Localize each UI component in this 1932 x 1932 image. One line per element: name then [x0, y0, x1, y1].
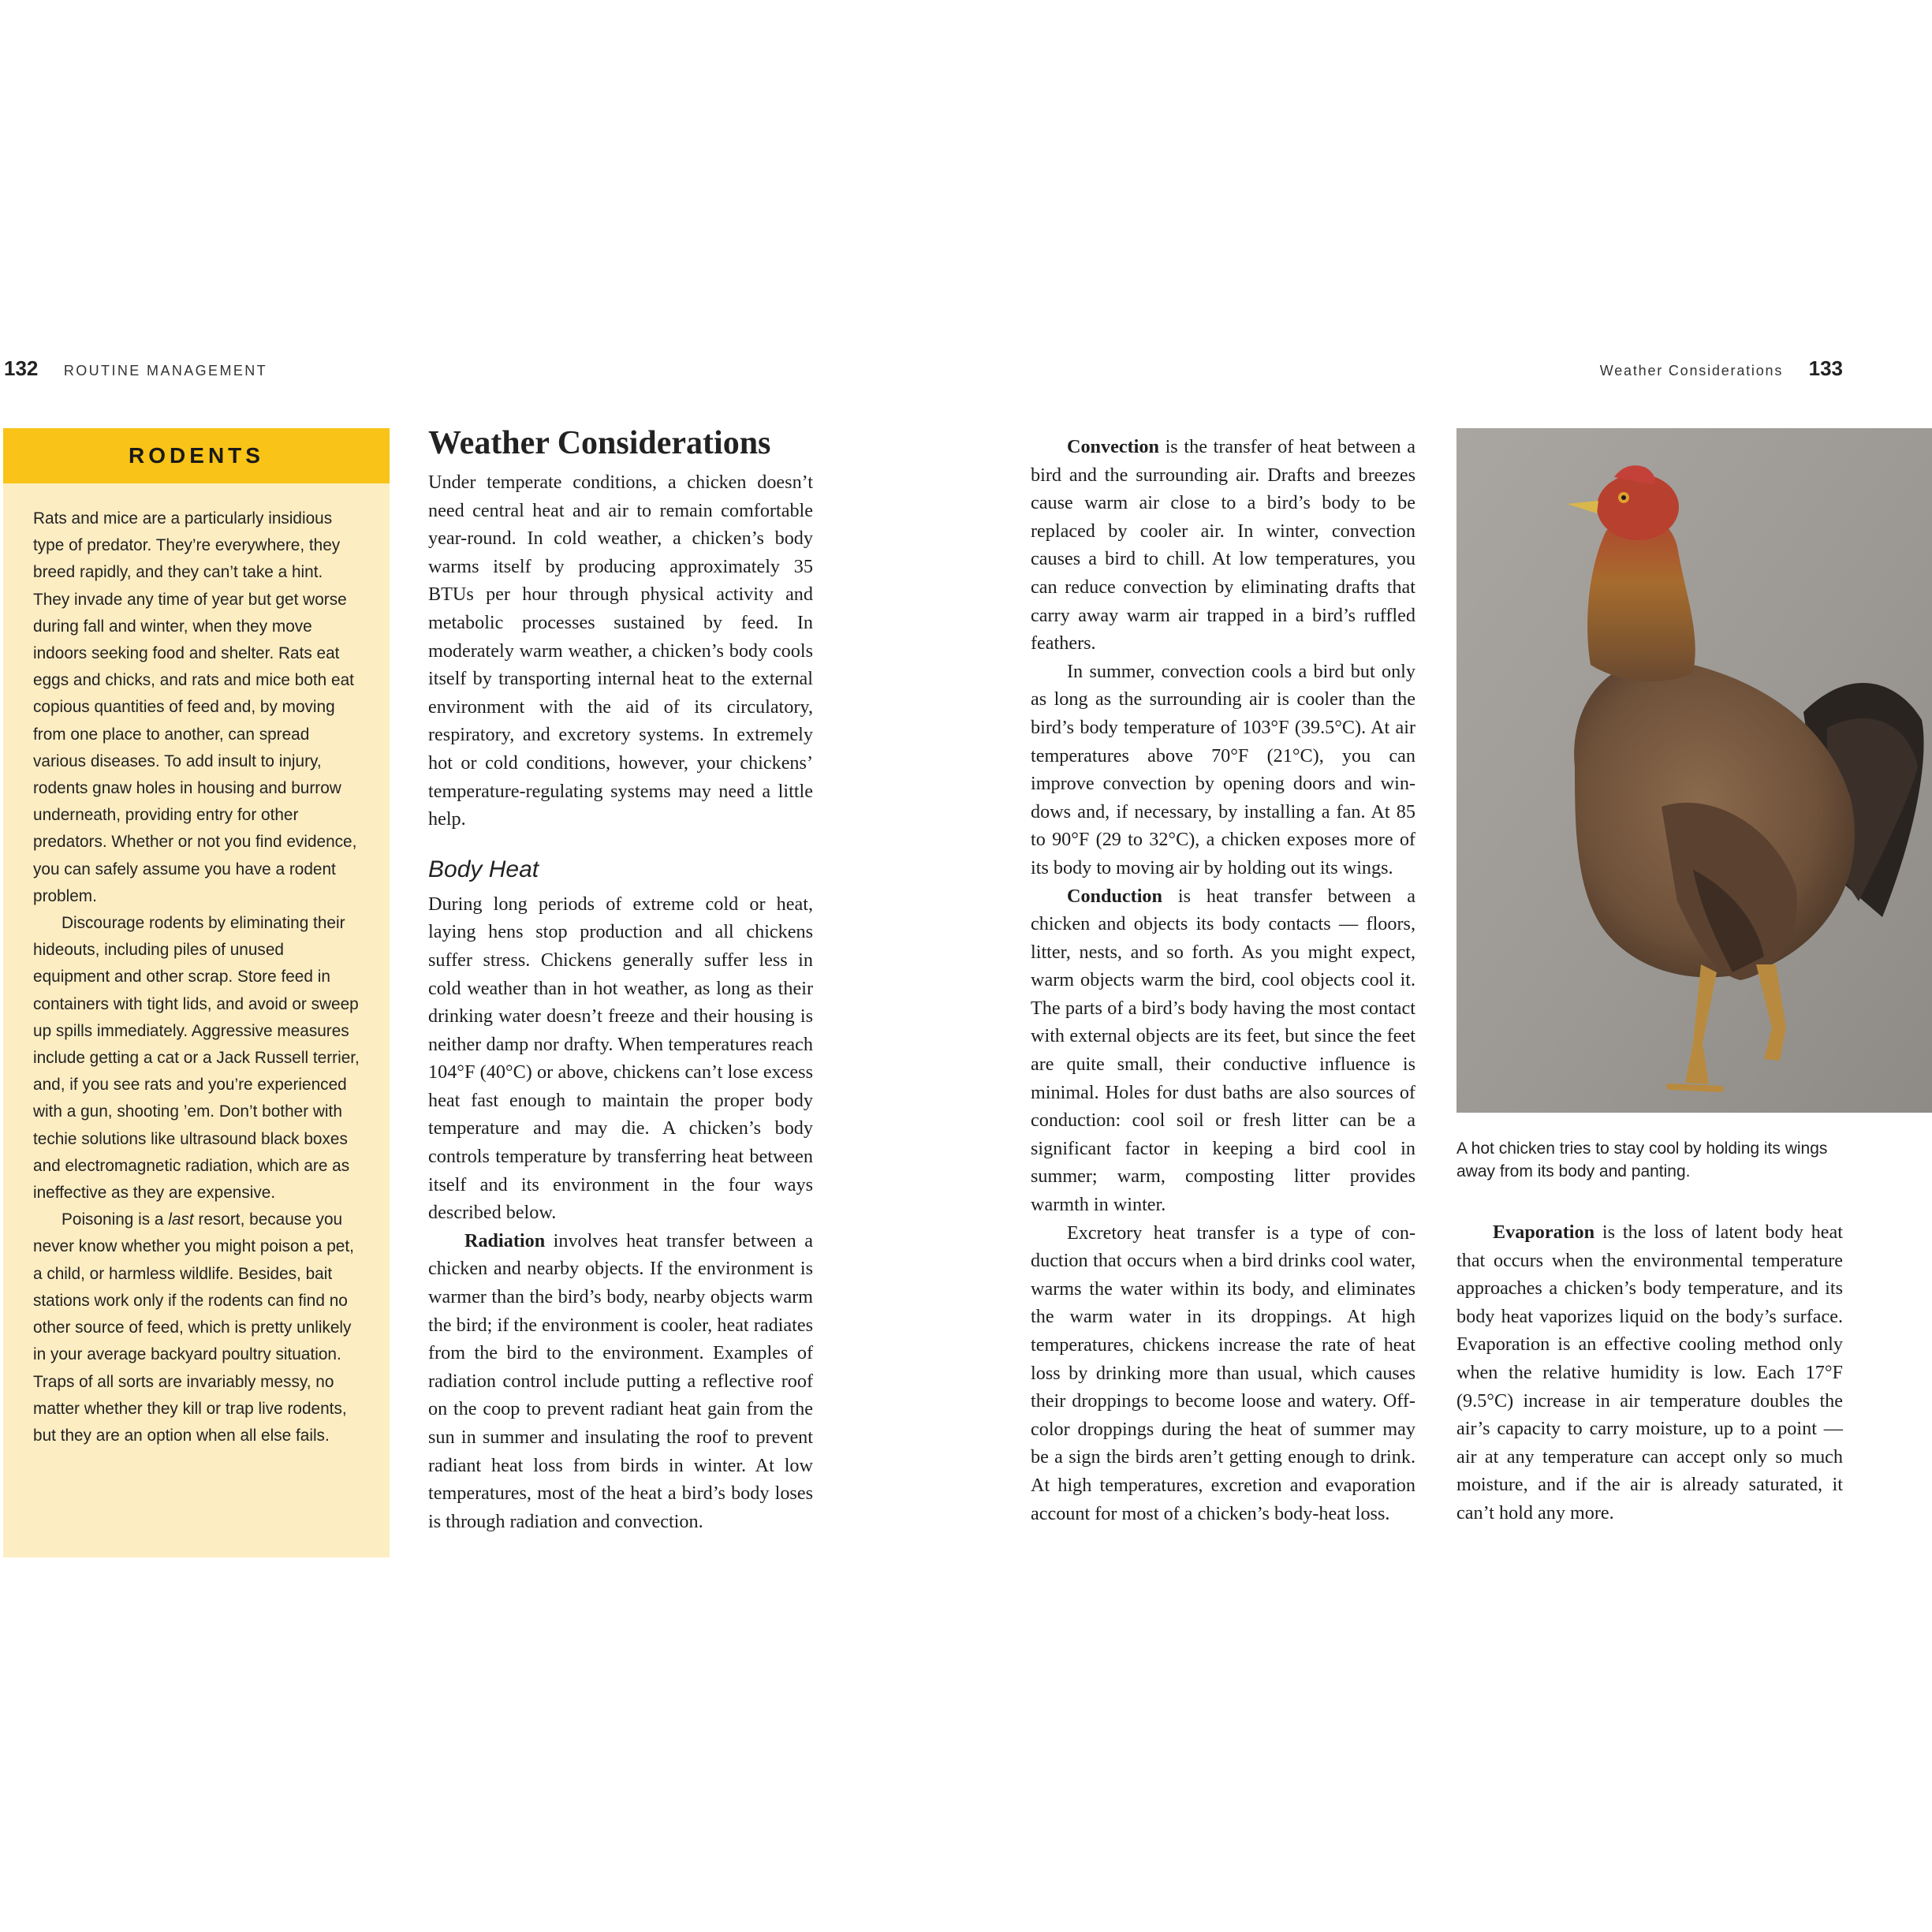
article-title: Weather Considerations — [428, 425, 771, 461]
article-paragraph: Excretory heat transfer is a type of conduction that occurs when a bird drinks cool water, warms the water within its body, and eliminates the warm water in its droppings. At high temperatures, chickens increase the rate of heat loss by drinking more than usual, which causes their droppings to become loose and watery. Off-color droppings during the heat of summer may be a sign the birds aren’t getting enough to drink. At high temperatures, excretion and evaporation account for most of a chicken’s body-heat loss. — [1031, 1221, 1415, 1524]
article-paragraph — [1031, 433, 1415, 658]
rodents-sidebar — [3, 428, 390, 1557]
paragraph-text: is the loss of latent body heat that occurs when the environmental temperature approaches a chicken’s body temperature, and its body heat vaporizes liquid on the body’s surface. Evaporation is an effective cooling method only when the relative humidity is low. Each 17°F (9.5°C) increase in air temperature doubles the air’s capacity to carry moisture, up to a point — air at any temperature can accept only so much moisture, and if the air is already saturated, it can’t hold any more. — [1456, 1221, 1843, 1524]
sidebar-title: RODENTS — [3, 428, 390, 483]
term-radiation: Radiation — [464, 1229, 546, 1251]
sidebar-paragraph: Discourage rodents by eliminating their hideouts, including piles of unused equipment and other scrap. Store feed in containers with tight lids, and avoid or sweep up spills immediately. Aggressive measures include getting a cat or a Jack Russell terrier, and, if you see rats and you’re experienced with a gun, shooting ’em. Don’t bother with techie solutions like ultrasound black boxes and electromagnetic radiation, which are as ineffective as they are expensive. — [33, 914, 360, 1203]
left-page-header — [4, 356, 267, 381]
article-column-1 — [428, 416, 813, 1535]
running-head-right: Weather Considerations — [1599, 363, 1784, 379]
paragraph-text: is the transfer of heat between a bird and the surrounding air. Drafts and breezes cause warm air close to a bird’s body to be replaced by cooler air. In winter, convection causes a bird to chill. At low temperatures, you can reduce convection by eliminating drafts that carry away warm air trapped in a bird’s ruffled feathers. — [1031, 436, 1415, 655]
paragraph-text: involves heat transfer between a chicken and nearby objects. If the environment is warmer than the bird’s body, nearby objects warm the bird; if the environment is cooler, heat radiates from the bird to the environment. Examples of radiation control include putting a reflective roof on the coop to prevent radiant heat gain from the sun in summer and insulating the roof to prevent radiant heat loss from birds in winter. At low temperatures, most of the heat a bird’s body loses is through radiation and convection. — [428, 1229, 813, 1532]
sidebar-body — [3, 483, 390, 1449]
sidebar-text: Poisoning is a — [62, 1210, 169, 1229]
sidebar-text: resort, because you never know whether you might poison a pet, a child, or harmless wildlife. Besides, bait stations work only if the rodents can find no other source of feed, which is pretty unlikely in your average backyard poultry situation. Traps of all sorts are invariably messy, no matter whether they kill or trap live rodents, but they are an option when all else fails. — [33, 1210, 354, 1445]
article-paragraph — [1031, 882, 1415, 1219]
sidebar-paragraph — [33, 1207, 361, 1449]
article-paragraph: During long periods of extreme cold or heat, laying hens stop production and all chickens suffer stress. Chickens generally suffer less in cold weather than in hot weather, as long as their drinking water doesn’t freeze and their housing is neither damp nor drafty. When temperatures reach 104°F (40°C) or above, chickens can’t lose excess heat fast enough to maintain the proper body temperature and may die. A chicken’s body controls temperature by transferring heat between itself and its environment in the four ways described below. — [428, 893, 813, 1224]
article-paragraph: In summer, convection cools a bird but only as long as the surrounding air is cooler than the bird’s body temperature of 103°F (39.5°C). At air temperatures above 70°F (21°C), you can improve convection by opening doors and windows and, if necessary, by installing a fan. At 85 to 90°F (29 to 32°C), a chicken exposes more of its body to moving air by holding out its wings. — [1031, 660, 1415, 878]
article-paragraph — [1456, 1218, 1843, 1527]
term-conduction: Conduction — [1067, 885, 1162, 907]
section-subhead: Body Heat — [428, 856, 539, 882]
running-head-left: ROUTINE MANAGEMENT — [63, 363, 268, 379]
photo-caption: A hot chicken tries to stay cool by holding its wings away from its body and panting. — [1456, 1139, 1828, 1180]
article-paragraph: Under temperate conditions, a chicken doesn’t need central heat and air to remain comfortable year-round. In cold weather, a chicken’s body warms itself by producing approximately 35 BTUs per hour through physical activity and metabolic processes sustained by feed. In moderately warm weather, a chicken’s body cools itself by transporting internal heat to the external environment with the aid of its circulatory, respiratory, and excretory systems. In extremely hot or cold conditions, however, your chickens’ temperature-regulating systems may need a little help. — [428, 472, 813, 830]
right-page-header — [1600, 356, 1843, 381]
term-evaporation: Evaporation — [1493, 1221, 1595, 1243]
term-convection: Convection — [1067, 436, 1159, 457]
chicken-photo — [1456, 428, 1932, 1113]
paragraph-text: is heat transfer between a chicken and objects its body contacts — floors, litter, nests, and so forth. As you might expect, warm objects warm the bird, cool objects cool it. The parts of a bird’s body having the most contact with external objects are its feet, but since the feet are quite small, their conductive influence is minimal. Holes for dust baths are also sources of conduction: cool soil or fresh litter can be a significant factor in keeping a bird cool in summer; warm, composting litter provides warmth in winter. — [1031, 885, 1415, 1216]
article-paragraph — [428, 1227, 813, 1536]
page-number-left: 132 — [4, 356, 39, 380]
sidebar-emphasis: last — [168, 1210, 194, 1229]
page-number-right: 133 — [1808, 356, 1843, 380]
sidebar-paragraph: Rats and mice are a particularly insidious type of predator. They’re everywhere, they breed rapidly, and they can’t take a hint. They invade any time of year but get worse during fall and winter, when they move indoors seeking food and shelter. Rats eat eggs and chicks, and rats and mice both eat copious quantities of feed and, by moving from one place to another, can spread various diseases. To add insult to injury, rodents gnaw holes in housing and burrow underneath, providing entry for other predators. Whether or not you find evidence, you can safely assume you have a rodent problem. — [33, 509, 357, 905]
article-column-2 — [1031, 433, 1415, 1527]
article-column-3 — [1456, 1218, 1843, 1527]
